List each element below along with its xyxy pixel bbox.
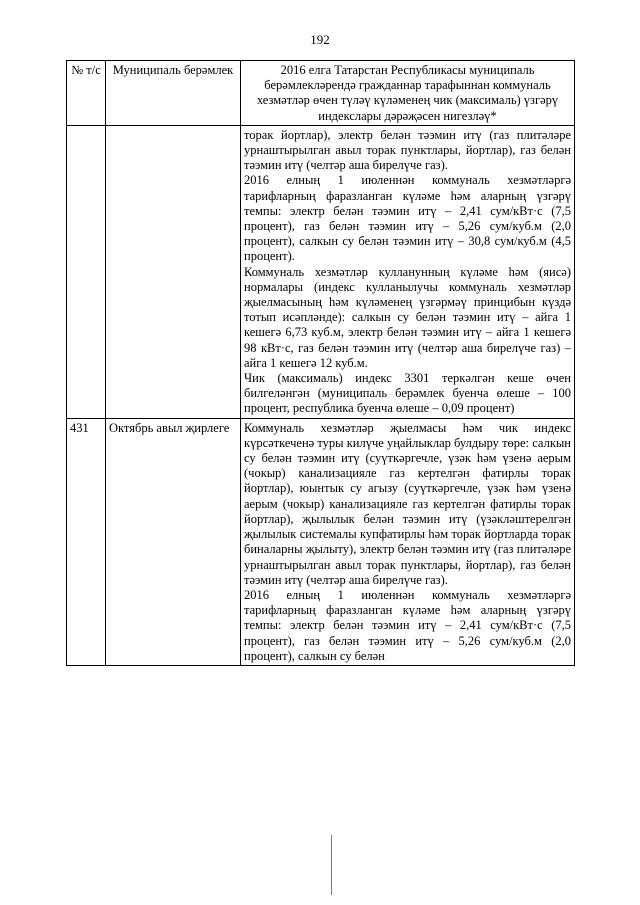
row-municipality: Октябрь авыл җирлеге: [106, 418, 241, 665]
binding-fold-line: [331, 835, 332, 895]
description-paragraph: Коммуналь хезмәтләр җыелмасы һәм чик индекс күрсәткеченә туры килүче уңайлыклар булдыру төре: салкын су белән тәэмин итү (суүткәргечле, үзәк һәм үзенә аерым (чокыр) канализацияле газ кертелгән фатирлы торак йортлар), юынтык су агызу (суүткәргечле, үзәк һәм үзенә аерым (чокыр) канализацияле газ кертелгән фатирлы торак йортлар), җылылык белән тәэмин итү (үзәкләштерелгән җылылык системалы купфатирлы һәм торак йортларда торак биналарны җылыту), электр белән тәэмин итү (газ плитәләре урнаштырылган авыл торак пунктлары, йортлар), газ белән тәэмин итү (челтәр аша бирелүче газ).: [244, 420, 571, 587]
header-municipality-column: Муниципаль берәмлек: [106, 61, 241, 126]
table-row: [67, 418, 575, 665]
header-description-column: 2016 елга Татарстан Республикасы муниципаль берәмлекләрендә гражданнар тарафыннан коммуналь хезмәтләр өчен түләү күләменең чик (максималь) үзгәрү индекслары дәрәҗәсен нигезләү*: [241, 61, 575, 126]
row-number: 431: [67, 418, 106, 665]
row-municipality: [106, 125, 241, 418]
row-description: [241, 125, 575, 418]
row-number: [67, 125, 106, 418]
row-description: [241, 418, 575, 665]
header-number-column: № т/с: [67, 61, 106, 126]
tariff-index-table: [66, 60, 575, 666]
description-paragraph: 2016 елның 1 июленнән коммуналь хезмәтләргә тарифларның фаразланган күләме һәм аларның үзгәрү темпы: электр белән тәэмин итү – 2,41 сум/кВт·с (7,5 процент), газ белән тәэмин итү – 5,26 сум/куб.м (2,0 процент), салкын су белән: [244, 587, 571, 663]
page-number: 192: [310, 32, 330, 47]
description-paragraph: Чик (максималь) индекс 3301 теркәлгән кеше өчен билгеләнгән (муниципаль берәмлек буенча өлеше – 100 процент, республика буенча өлеше – 0,09 процент): [244, 371, 571, 416]
description-paragraph: 2016 елның 1 июленнән коммуналь хезмәтләргә тарифларның фаразланган күләме һәм аларның үзгәрү темпы: электр белән тәэмин итү – 2,41 сум/кВт·с (7,5 процент), газ белән тәэмин итү – 5,26 сум/куб.м (2,0 процент), салкын су белән тәэмин итү – 30,8 сум/куб.м (4,5 процент).: [244, 173, 571, 264]
description-paragraph: торак йортлар), электр белән тәэмин итү (газ плитәләре урнаштырылган авыл торак пунктлары, йортлар), газ белән тәэмин итү (челтәр аша бирелүче газ).: [244, 127, 571, 173]
table-header-row: [67, 61, 575, 126]
description-paragraph: Коммуналь хезмәтләр кулланунның күләме һәм (яисә) нормалары (индекс кулланылучы коммуналь хезмәтләр җыелмасының һәм күләменең үзгәрмәү принцибын күздә тотып исәпләнде): салкын су белән тәэмин итү – айга 1 кешегә 6,73 куб.м, электр белән тәэмин итү – айга 1 кешегә 98 кВт·с, газ белән тәэмин итү (челтәр аша бирелүче газ) – айга 1 кешегә 12 куб.м.: [244, 264, 571, 370]
table-row: [67, 125, 575, 418]
